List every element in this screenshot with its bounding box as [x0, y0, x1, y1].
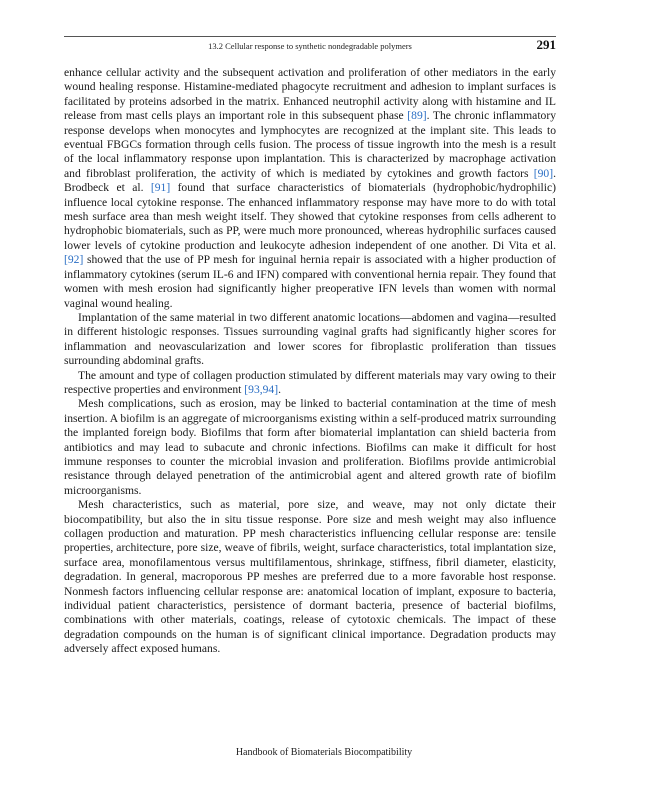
- body-text: [64, 66, 556, 657]
- citation-link[interactable]: [92]: [64, 253, 84, 267]
- paragraph-text: Mesh characteristics, such as material, pore size, and weave, may not only dictate their biocompatibility, but also the in situ tissue response. Pore size and mesh weight may also influence collagen production and maturation. PP mesh characteristics influencing cellular response are: tensile properties, architecture, pore size, weave of fibrils, weight, surface characteristics, total implantation size, surface area, monofilamentous versus multifilamentous, shrinkage, stiffness, fibril diameter, elasticity, degradation. In general, macroporous PP meshes are preferred due to a more favorable host response. Nonmesh factors influencing cellular response are: anatomical location of implant, exposure to bacteria, individual patient characteristics, persistence of dormant bacteria, presence of bacterial biofilms, combinations with other materials, coatings, release of cytotoxic chemicals. The impact of these degradation compounds on the human is of significant clinical importance. Degradation products may adversely affect exposed humans.: [64, 498, 556, 656]
- running-head: 13.2 Cellular response to synthetic nondegradable polymers: [208, 41, 412, 51]
- paragraph-text: The amount and type of collagen production stimulated by different materials may vary owing to their respective properties and environment: [64, 368, 556, 396]
- citation-link[interactable]: [90]: [533, 166, 554, 180]
- footer-book-title: Handbook of Biomaterials Biocompatibility: [235, 747, 413, 758]
- page-header: [64, 36, 556, 53]
- paragraph: [64, 311, 556, 369]
- paragraph: [64, 369, 556, 398]
- paragraph-text: . The chronic inflammatory response develops when monocytes and lymphocytes are recognized at the implant site. This leads to eventual FBGCs formation through cells fusion. The process of tissue ingrowth into the mesh is a result of the local inflammatory response upon implantation. This is characterized by macrophage activation and fibroblast proliferation, the activity of which is mediated by cytokines and growth factors: [64, 109, 556, 180]
- paragraph-text: found that surface characteristics of biomaterials (hydrophobic/hydrophilic) influence local cytokine response. The enhanced inflammatory response may have more to do with total mesh surface area than mesh weight itself. They showed that cytokine responses from cells adherent to hydrophobic biomaterials, such as PP, were much more pronounced, whereas hydrophilic surfaces caused lower levels of cytokine production and leukocyte adhesion independent of one another. Di Vita et al.: [64, 181, 557, 252]
- paragraph-text: . Brodbeck et al.: [64, 166, 556, 195]
- citation-link[interactable]: [91]: [150, 181, 171, 195]
- paragraph-text: showed that the use of PP mesh for inguinal hernia repair is associated with a higher production of inflammatory cytokines (serum IL-6 and IFN) compared with conventional hernia repair. They found that women with mesh erosion had significantly higher preoperative IFN levels than women with normal vaginal wound healing.: [64, 253, 556, 310]
- paragraph-text: .: [278, 382, 281, 396]
- citation-link[interactable]: [93,94]: [244, 382, 279, 396]
- paragraph-text: Mesh complications, such as erosion, may be linked to bacterial contamination at the time of mesh insertion. A biofilm is an aggregate of microorganisms existing within a self-produced matrix surrounding the implanted foreign body. Biofilms that form after biomaterial implantation can shield bacteria from antibiotics and may lead to subacute and chronic infections. Biofilms can make it difficult for host immune responses to counter the microbial invasion and proliferation. Biofilms provide antimicrobial resistance through delayed penetration of the antimicrobial agent and altered growth rate of biofilm microorganisms.: [64, 397, 556, 497]
- paragraph: [64, 397, 556, 498]
- paragraph: [64, 66, 556, 311]
- citation-link[interactable]: [89]: [407, 109, 427, 123]
- page-number: 291: [536, 37, 556, 52]
- paragraph-text: enhance cellular activity and the subsequent activation and proliferation of other mediators in the early wound healing response. Histamine-mediated phagocyte recruitment and adhesion to implant surfaces is facilitated by proteins adsorbed in the matrix. Enhanced neutrophil activity along with histamine and IL release from mast cells plays an important role in this subsequent phase: [64, 66, 556, 123]
- paragraph: [64, 498, 556, 656]
- paragraph-text: Implantation of the same material in two different anatomic locations—abdomen and vagina—resulted in different histologic responses. Tissues surrounding vaginal grafts had significantly higher scores for inflammation and neovascularization and lower scores for fibroplastic proliferation than tissues surrounding abdominal grafts.: [64, 310, 556, 368]
